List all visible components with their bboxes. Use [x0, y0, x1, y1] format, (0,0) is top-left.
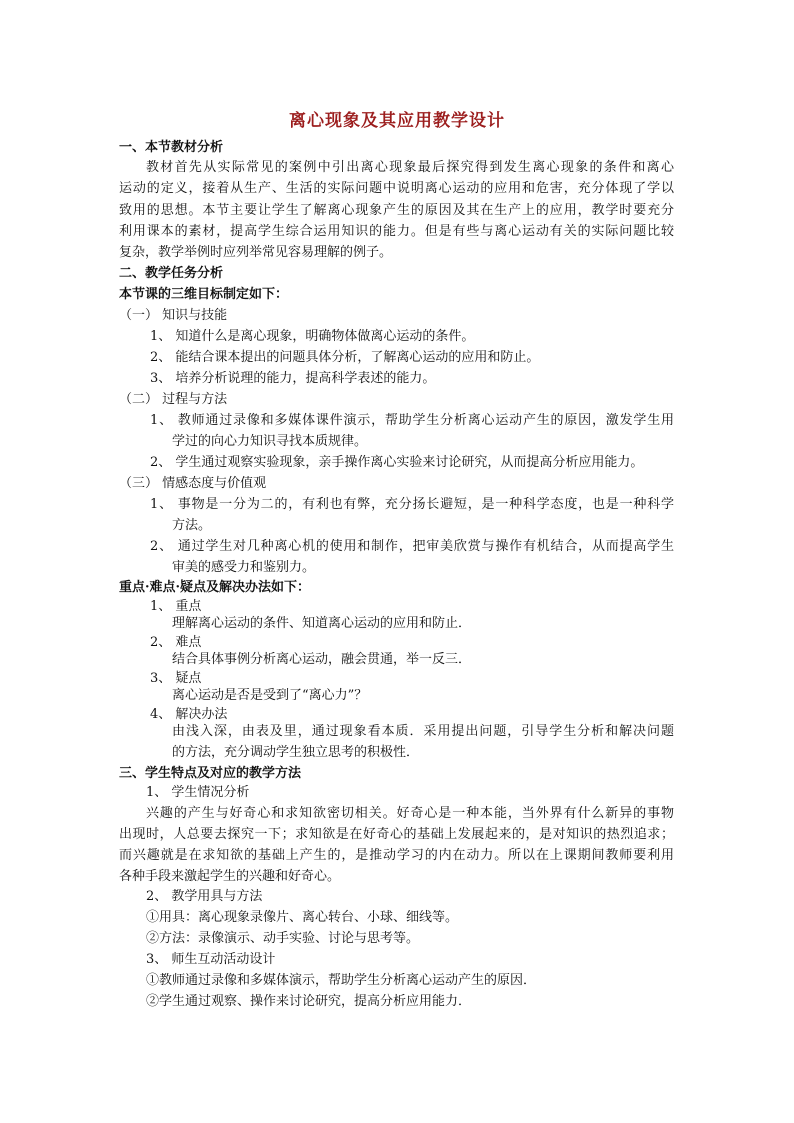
s3-paragraph-line: 出现时，人总要去探究一下；求知欲是在好奇心的基础上发展起来的，是对知识的热烈追求；	[119, 827, 674, 842]
goal-item: 1、 事物是一分为二的，有利也有弊，充分扬长避短，是一种科学态度，也是一种科学	[150, 497, 674, 512]
s3-subheading: 1、 学生情况分析	[146, 785, 250, 800]
goal-item-continuation: 学过的向心力知识寻找本质规律。	[172, 434, 368, 449]
s1-paragraph-line: 运动的定义，接着从生产、生活的实际问题中说明离心运动的应用和危害，充分体现了学以	[119, 181, 674, 196]
s3-subheading: 3、 师生互动活动设计	[146, 952, 276, 967]
s3-list-item: ①用具：离心现象录像片、离心转台、小球、细线等。	[146, 910, 459, 925]
goal-item-continuation: 方法。	[172, 518, 212, 533]
document-title: 离心现象及其应用教学设计	[289, 111, 505, 131]
s3-list-item: ②学生通过观察、操作来讨论研究，提高分析应用能力．	[146, 994, 472, 1009]
key-point-text: 由浅入深，由表及里，通过现象看本质．采用提出问题，引导学生分析和解决问题	[172, 724, 674, 739]
key-point-label: 2、 难点	[150, 635, 202, 650]
goal-item: 1、 教师通过录像和多媒体课件演示，帮助学生分析离心运动产生的原因，激发学生用	[150, 413, 674, 428]
s3-list-item: ②方法：录像演示、动手实验、讨论与思考等。	[146, 931, 420, 946]
s1-paragraph-line: 利用课本的素材，提高学生综合运用知识的能力。但是有些与离心运动有关的实际问题比较	[119, 224, 674, 239]
s1-paragraph-line: 致用的思想。本节主要让学生了解离心现象产生的原因及其在生产上的应用，教学时要充分	[119, 203, 674, 218]
key-point-label: 3、 疑点	[150, 671, 202, 686]
goal-item: 1、 知道什么是离心现象，明确物体做离心运动的条件。	[150, 329, 475, 344]
s3-list-item: ①教师通过录像和多媒体演示，帮助学生分析离心运动产生的原因．	[146, 973, 537, 988]
s1-paragraph-line: 复杂，教学举例时应列举常见容易理解的例子。	[119, 245, 393, 260]
goal-item-continuation: 审美的感受力和鉴别力。	[172, 560, 316, 575]
s3-paragraph-line: 兴趣的产生与好奇心和求知欲密切相关。好奇心是一种本能，当外界有什么新异的事物	[146, 806, 674, 821]
s3-paragraph-line: 而兴趣就是在求知欲的基础上产生的，是推动学习的内在动力。所以在上课期间教师要利用	[119, 848, 674, 863]
goal-group-heading: （三） 情感态度与价值观	[119, 476, 267, 491]
goal-group-heading: （二） 过程与方法	[119, 392, 228, 407]
goal-item: 2、 通过学生对几种离心机的使用和制作，把审美欣赏与操作有机结合，从而提高学生	[150, 539, 674, 554]
s1-paragraph-line: 教材首先从实际常见的案例中引出离心现象最后探究得到发生离心现象的条件和离心	[146, 160, 674, 175]
section-1-heading: 一、本节教材分析	[119, 140, 224, 155]
section-2-heading: 二、教学任务分析	[119, 266, 224, 281]
goal-item: 2、 学生通过观察实验现象，亲手操作离心实验来讨论研究，从而提高分析应用能力。	[150, 455, 644, 470]
goal-group-heading: （一） 知识与技能	[119, 308, 228, 323]
goal-item: 2、 能结合课本提出的问题具体分析，了解离心运动的应用和防止。	[150, 350, 540, 365]
goal-item: 3、 培养分析说理的能力，提高科学表述的能力。	[150, 371, 436, 386]
section-3-heading: 三、学生特点及对应的教学方法	[119, 766, 302, 781]
key-point-text: 的方法，充分调动学生独立思考的积极性．	[172, 745, 420, 760]
s3-subheading: 2、 教学用具与方法	[146, 889, 263, 904]
key-point-text: 理解离心运动的条件、知道离心运动的应用和防止．	[172, 616, 472, 631]
key-point-text: 结合具体事例分析离心运动，融会贯通，举一反三．	[172, 652, 472, 667]
key-point-text: 离心运动是否是受到了“离心力”？	[172, 688, 368, 703]
key-points-heading: 重点·难点·疑点及解决办法如下：	[119, 580, 311, 595]
key-point-label: 1、 重点	[150, 599, 202, 614]
section-2-subheading: 本节课的三维目标制定如下：	[119, 287, 289, 302]
key-point-label: 4、 解决办法	[150, 707, 228, 722]
s3-paragraph-line: 各种手段来激起学生的兴趣和好奇心。	[119, 869, 341, 884]
